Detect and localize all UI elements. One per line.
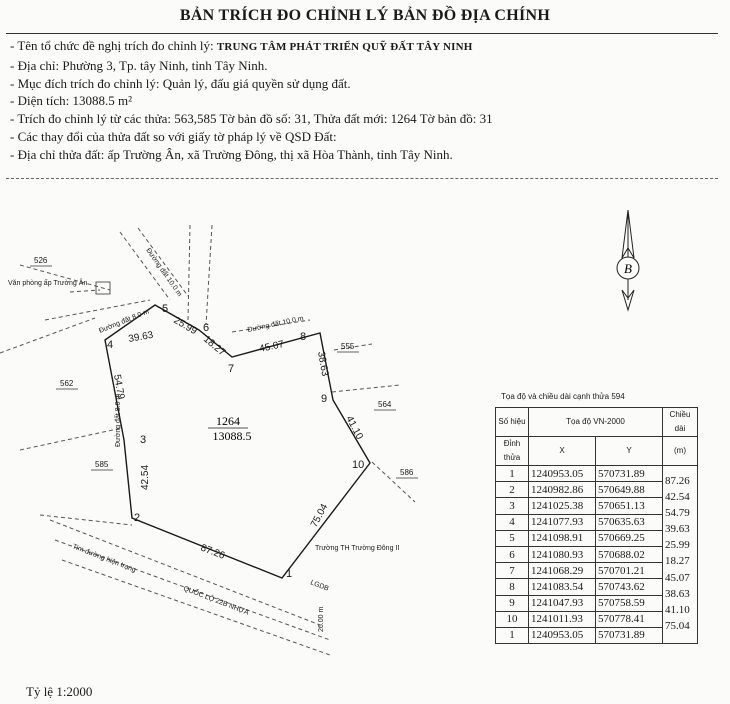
edge-length-value: 42.54 [665, 490, 690, 503]
edge-length-value: 41.10 [665, 604, 690, 616]
vertex-label: 2 [134, 512, 141, 524]
edge-length-label: 38.63 [315, 350, 331, 378]
vertex-id-cell: 1 [496, 627, 529, 643]
road-label: 26.00 m [318, 606, 325, 632]
length-cell [663, 514, 698, 536]
vertex-id-cell: 8 [496, 579, 529, 595]
school-label: Trường TH Trường Đông II [315, 545, 400, 552]
header-unit: (m) [663, 437, 698, 466]
header-toa-do: Tọa độ VN-2000 [529, 408, 663, 437]
header-x: X [529, 437, 596, 466]
vertex-label: 7 [228, 363, 235, 375]
vertex-id-cell: 4 [496, 514, 529, 530]
edge-length-label: 42.54 [140, 464, 151, 490]
table-row [496, 579, 698, 595]
length-cell [663, 482, 698, 503]
scale-label: Tỷ lệ 1:2000 [26, 684, 93, 699]
edge-length-value: 54.79 [665, 506, 690, 519]
edge-length-value: 25.99 [665, 539, 690, 552]
length-cell [663, 546, 698, 568]
coord-x-cell: 1241047.93 [529, 595, 596, 611]
neighbor-parcel-label: 585 [95, 460, 109, 469]
coord-x-cell: 1241098.91 [529, 530, 596, 546]
road-label: Đường đất 8.0 m [115, 393, 122, 447]
coord-y-cell: 570635.63 [596, 514, 663, 530]
neighbor-parcel-label: 526 [34, 256, 48, 265]
length-cell [663, 498, 698, 519]
vertex-id-cell: 2 [496, 482, 529, 498]
info-source-row: - Trích đo chỉnh lý từ các thửa: 563,585 Tờ bản đồ số: 31, Thửa đất mới: 1264 Tờ bản đồ: 31 [10, 111, 493, 127]
coord-x-cell: 1241025.38 [529, 498, 596, 514]
info-org-row: - Tên tổ chức đề nghị trích đo chỉnh lý: TRUNG TÂM PHÁT TRIỂN QUỸ ĐẤT TÂY NINH [10, 38, 473, 53]
coord-x-cell: 1241080.93 [529, 546, 596, 562]
info-address-row: - Địa chỉ: Phường 3, Tp. tây Ninh, tỉnh Tây Ninh. [10, 57, 268, 73]
edge-length-label: 45.07 [258, 338, 286, 355]
edge-length-value: 38.63 [665, 587, 690, 600]
coord-x-cell: 1240982.86 [529, 482, 596, 498]
table-row [496, 627, 698, 643]
length-cell [663, 579, 698, 600]
vertex-id-cell: 10 [496, 611, 529, 627]
edge-length-label: 54.79 [111, 373, 127, 401]
vertex-label: 4 [107, 339, 114, 351]
table-row [496, 563, 698, 579]
length-cell [663, 530, 698, 552]
vertex-label: 5 [162, 303, 169, 315]
vertex-label: 3 [140, 434, 147, 446]
vertex-id-cell: 7 [496, 563, 529, 579]
edge-length-label: 25.99 [171, 315, 199, 338]
road-label: Đường đất 10.0 m [144, 247, 183, 298]
parcel-number: 1264 [216, 414, 240, 428]
header-chieu-dai: Chiều dài [663, 408, 698, 437]
edge-length-label: 41.10 [343, 414, 365, 442]
coord-x-cell: 1241083.54 [529, 579, 596, 595]
svg-text:B: B [624, 261, 632, 276]
neighbor-parcel-label: 562 [60, 379, 74, 388]
table-row [496, 466, 698, 482]
table-row [496, 595, 698, 611]
header-dinh-thua: Đỉnh thửa [496, 437, 529, 466]
coord-x-cell: 1241077.93 [529, 514, 596, 530]
road-label: Tim đường hiện trạng [71, 543, 137, 575]
coord-x-cell: 1241011.93 [529, 611, 596, 627]
edge-length-value: 18.27 [665, 555, 690, 568]
info-changes-row: - Các thay đổi của thửa đất so với giấy tờ pháp lý về QSD Đất: [10, 128, 337, 144]
neighbor-parcel-label: 564 [378, 400, 392, 409]
road-label: Đường đất 8.0 m [98, 308, 151, 335]
length-cell [663, 627, 698, 643]
edge-length-label: 39.63 [127, 329, 155, 345]
edge-length-value: 45.07 [665, 571, 690, 584]
vertex-label: 1 [286, 568, 293, 580]
vertex-id-cell: 1 [496, 466, 529, 482]
coord-y-cell: 570669.25 [596, 530, 663, 546]
vertex-label: 8 [300, 331, 307, 343]
info-purpose-row: - Mục đích trích đo chỉnh lý: Quản lý, đấu giá quyền sử dụng đất. [10, 75, 351, 91]
edge-length-value: 39.63 [665, 523, 690, 536]
road-label: LGDB [309, 579, 330, 593]
length-cell [663, 595, 698, 616]
edge-length-value: 87.26 [665, 475, 690, 487]
length-cell [663, 466, 698, 487]
header-y: Y [596, 437, 663, 466]
vertex-id-cell: 6 [496, 546, 529, 562]
parcel-area: 13088.5 [212, 429, 252, 443]
coord-y-cell: 570743.62 [596, 579, 663, 595]
table-row [496, 514, 698, 530]
vertex-label: 10 [352, 459, 365, 471]
info-location-row: - Địa chỉ thửa đất: ấp Trường Ân, xã Trường Đông, thị xã Hòa Thành, tỉnh Tây Ninh. [10, 146, 453, 162]
table-row [496, 530, 698, 546]
coord-y-cell: 570701.21 [596, 563, 663, 579]
edge-length-label: 87.26 [198, 542, 227, 562]
coord-y-cell: 570688.02 [596, 546, 663, 562]
length-cell [663, 611, 698, 633]
vertex-id-cell: 5 [496, 530, 529, 546]
vertex-id-cell: 9 [496, 595, 529, 611]
edge-length-value: 75.04 [665, 620, 690, 633]
table-row [496, 546, 698, 562]
vertex-label: 9 [321, 393, 328, 405]
coord-y-cell: 570651.13 [596, 498, 663, 514]
office-label: Văn phòng ấp Trường Ân [8, 280, 88, 287]
coord-x-cell: 1240953.05 [529, 466, 596, 482]
header-so-hieu: Số hiệu [496, 408, 529, 437]
neighbor-boundaries [0, 225, 415, 655]
vertex-label: 6 [203, 322, 210, 334]
info-area-row: - Diện tích: 13088.5 m² [10, 93, 132, 109]
road-label: Đường đất 10.0 m [246, 315, 305, 334]
road-label: QUỐC LỘ 22B NHỰA [182, 585, 250, 617]
coord-y-cell: 570649.88 [596, 482, 663, 498]
document-title: BẢN TRÍCH ĐO CHỈNH LÝ BẢN ĐỒ ĐỊA CHÍNH [179, 7, 551, 24]
coord-y-cell: 570731.89 [596, 627, 663, 643]
coord-y-cell: 570758.59 [596, 595, 663, 611]
neighbor-parcel-label: 555 [341, 342, 355, 351]
coords-title: Tọa độ và chiều dài cạnh thửa 594 [501, 392, 625, 401]
edge-length-label: 75.04 [308, 502, 331, 530]
coord-x-cell: 1241068.29 [529, 563, 596, 579]
coord-x-cell: 1240953.05 [529, 627, 596, 643]
length-cell [663, 563, 698, 584]
coord-y-cell: 570778.41 [596, 611, 663, 627]
table-row [496, 498, 698, 514]
edge-length-label: 18.27 [201, 333, 228, 359]
compass-icon [617, 210, 639, 310]
table-row [496, 482, 698, 498]
coords-table [495, 407, 698, 644]
table-row [496, 611, 698, 627]
coord-y-cell: 570731.89 [596, 466, 663, 482]
vertex-id-cell: 3 [496, 498, 529, 514]
neighbor-parcel-label: 586 [400, 468, 414, 477]
